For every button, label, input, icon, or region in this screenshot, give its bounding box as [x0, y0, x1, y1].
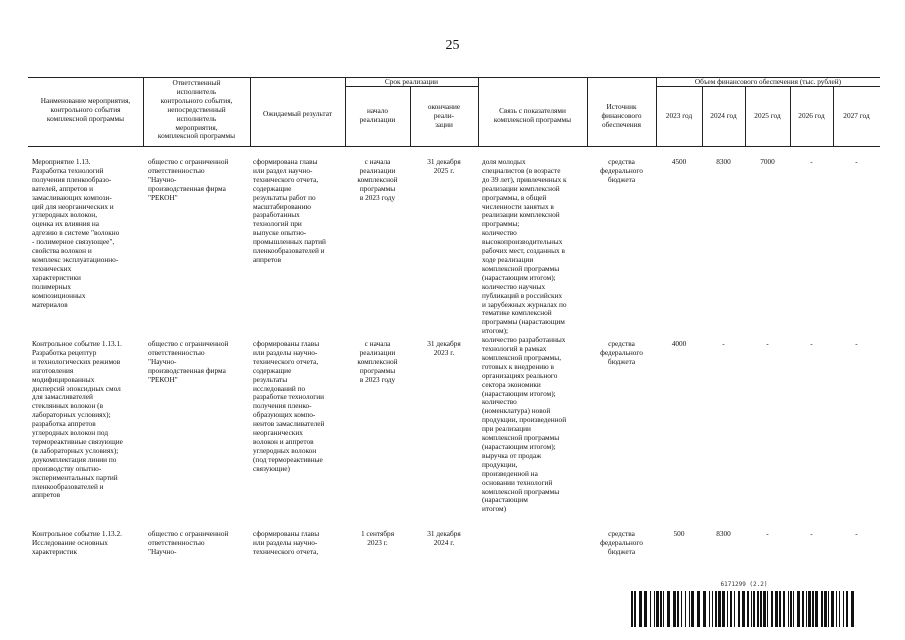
row-3-value-2026: -	[810, 529, 813, 538]
row-3-start: 1 сентября 2023 г.	[360, 529, 395, 547]
header-funding: Объем финансового обеспечения (тыс. рублей)	[694, 77, 842, 86]
barcode-icon	[631, 591, 857, 627]
header-measure: Наименование мероприятия, контрольного события комплексной программы	[40, 96, 131, 123]
row-1-start: с начала реализации комплексной программы в 2023 году	[357, 157, 398, 202]
row-3-measure: Контрольное событие 1.13.2. Исследование основных характеристик	[32, 529, 122, 556]
header-year-2024: 2024 год	[710, 111, 737, 120]
header-responsible: Ответственный исполнитель контрольного события, непосредственный исполнитель мероприятия, комплексной программы	[157, 78, 236, 141]
row-3-source: средства федерального бюджета	[600, 529, 643, 556]
page-number: 25	[445, 38, 460, 53]
row-1-value-2026: -	[810, 157, 813, 166]
row-3-responsible: общество с ограниченной ответственностью "Научно-	[148, 529, 229, 556]
row-2-value-2026: -	[810, 339, 813, 348]
row-1-value-2027: -	[855, 157, 858, 166]
row-1-result: сформирована главы или раздел научно- технического отчета, содержащие результаты работ по масштабированию разработанных технологий при выпуске опытно- промышленных партий пленкообразователей и аппретов	[253, 157, 326, 264]
header-source: Источник финансового обеспечения	[601, 102, 642, 129]
header-end: окончание реали- зации	[427, 102, 461, 129]
header-start: начало реализации	[359, 106, 396, 124]
header-bottom-border	[28, 146, 880, 147]
row-3-value-2027: -	[855, 529, 858, 538]
header-year-2025: 2025 год	[754, 111, 781, 120]
header-period: Срок реализации	[384, 77, 439, 86]
row-1-value-2024: 8300	[716, 157, 731, 166]
header-result: Ожидаемый результат	[263, 109, 332, 118]
row-2-end: 31 декабря 2023 г.	[427, 339, 461, 357]
row-1-value-2025: 7000	[760, 157, 775, 166]
header-year-2026: 2026 год	[798, 111, 825, 120]
row-1-value-2023: 4500	[671, 157, 687, 166]
row-1-responsible: общество с ограниченной ответственностью "Научно- производственная фирма "РЕКОН"	[148, 157, 229, 202]
row-2-source: средства федерального бюджета	[600, 339, 643, 366]
barcode-caption: 6171299 (2.2)	[720, 581, 768, 588]
indicators-text: доля молодых специалистов (в возрасте до 39 лет), привлеченных к реализации комплексной программы, в общей численности занятых в реализации комплексной программы; количество высокопроизводительных рабочих мест, созданных в ходе реализации комплексной программы (нарастающим итогом); количество научных публикаций в российских и зарубежных журналах по тематике комплексной программы (нарастающим итогом); количество разработанных технологий в рамках комплексной программы, готовых к внедрению в организациях реального сектора экономики (нарастающим итогом); количество (номенклатура) новой продукции, произведенной при реализации комплексной программы (нарастающим итогом); выручка от продаж продукции, произведенной на основании технологий комплексной программы (нарастающим итогом)	[482, 157, 567, 514]
barcode	[631, 581, 857, 627]
row-2-result: сформированы главы или разделы научно- технического отчета, содержащие результаты исследований по разработке технологии получения пленко- образующих компо- нентов замасливателей неорганических волокон и аппретов углеродных волокон (под термореактивные связующие)	[253, 339, 325, 473]
row-2-value-2025: -	[766, 339, 769, 348]
row-2-value-2027: -	[855, 339, 858, 348]
row-2-start: с начала реализации комплексной программы в 2023 году	[357, 339, 398, 384]
row-1-end: 31 декабря 2025 г.	[427, 157, 461, 175]
row-2-value-2023: 4000	[671, 339, 687, 348]
row-2-measure: Контрольное событие 1.13.1. Разработка рецептур и технологических режимов изготовления модифицированных дисперсий эпоксидных смол для замасливателей стеклянных волокон (в лабораторных условиях); разработка аппретов углеродных волокон под термореактивные связующие (в лабораторных условиях); доукомплектация линии по производству опытно- экспериментальных партий пленкообразователей и аппретов	[32, 339, 123, 500]
row-3-value-2023: 500	[673, 529, 685, 538]
header-year-2027: 2027 год	[843, 111, 870, 120]
row-3-value-2024: 8300	[716, 529, 731, 538]
row-3-result: сформированы главы или разделы научно- технического отчета,	[253, 529, 320, 556]
row-3-end: 31 декабря 2024 г.	[427, 529, 461, 547]
row-3-value-2025: -	[766, 529, 769, 538]
header-indicators: Связь с показателями комплексной программы	[493, 106, 572, 124]
row-2-value-2024: -	[722, 339, 725, 348]
row-1-source: средства федерального бюджета	[600, 157, 643, 184]
row-1-measure: Мероприятие 1.13. Разработка технологий получения пленкообразо- вателей, аппретов и замасливающих компози- ций для неорганических и углеродных волокон, оценка их влияния на адгезию в системе "волокно - полимерное связующее", свойства волокон и комплекс эксплуатационно- технических характеристики полимерных композиционных материалов	[32, 157, 120, 309]
row-2-responsible: общество с ограниченной ответственностью "Научно- производственная фирма "РЕКОН"	[148, 339, 229, 384]
header-year-2023: 2023 год	[665, 111, 693, 120]
